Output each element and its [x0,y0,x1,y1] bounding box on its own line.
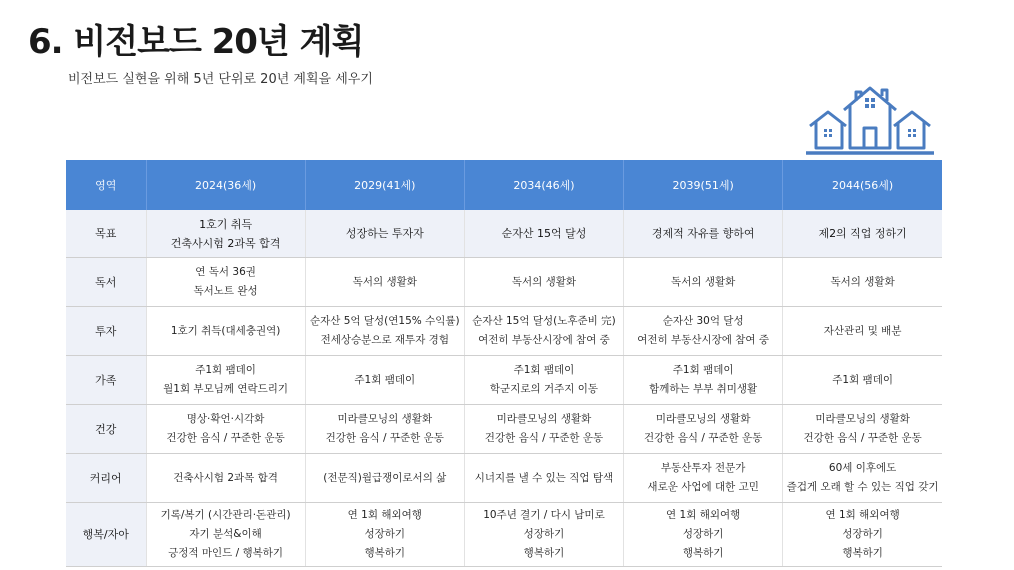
row-area-label: 독서 [66,258,146,307]
table-cell [783,405,942,454]
row-area-label: 가족 [66,356,146,405]
page-subtitle: 비전보드 실현을 위해 5년 단위로 20년 계획을 세우기 [68,72,373,87]
cell-line: 행복하기 [364,547,406,559]
table-cell [464,503,623,567]
cell-line: 자기 분석&이해 [189,528,262,540]
table-cell [624,356,783,405]
cell-line: 독서의 생활화 [511,275,577,288]
cell-line: 60세 이후에도 [828,462,897,474]
table-cell [783,307,942,356]
cell-line: 미라클모닝의 생활화 [815,413,910,425]
cell-line: 1호기 취득(대세충권역) [170,324,281,337]
cell-line: 순자산 5억 달성(연15% 수익률) [309,315,460,327]
table-row [66,210,942,258]
table-cell [624,210,783,258]
table-cell [783,356,942,405]
column-header: 2039(51세) [624,160,783,210]
table-cell [464,356,623,405]
table-row [66,454,942,503]
table-cell [464,210,623,258]
table-row [66,405,942,454]
cell-line: 건강한 음식 / 꾸준한 운동 [484,432,604,444]
column-header: 2044(56세) [783,160,942,210]
column-header: 2024(36세) [146,160,305,210]
cell-line: 독서의 생활화 [830,275,895,288]
cell-line: 부동산투자 전문가 [660,462,746,474]
table-body [66,210,942,567]
cell-line: 주1회 팸데이 [195,364,256,376]
cell-line: 성장하는 투자자 [345,227,424,240]
cell-line: 주1회 팸데이 [832,373,893,386]
cell-line: 행복하기 [682,547,724,559]
cell-line: 월1회 부모님께 연락드리기 [163,383,289,395]
cell-line: 1호기 취득 [199,217,253,231]
cell-line: 건강한 음식 / 꾸준한 운동 [325,432,444,444]
table-cell [146,454,305,503]
page-title: 6. 비전보드 20년 계획 [28,22,364,62]
column-header: 2034(46세) [464,160,623,210]
cell-line: 연 1회 해외여행 [347,509,422,521]
table-cell [783,503,942,567]
row-area-label: 커리어 [66,454,146,503]
table-row [66,356,942,405]
row-area-label: 투자 [66,307,146,356]
cell-line: 독서노트 완성 [193,285,258,297]
cell-line: 연 독서 36권 [195,266,256,278]
cell-line: 독서의 생활화 [352,275,417,288]
cell-line: (전문직)월급쟁이로서의 삶 [323,471,447,484]
cell-line: 함께하는 부부 취미생활 [649,383,758,395]
cell-line: 명상·확언·시각화 [186,413,265,425]
table-cell [624,258,783,307]
table-cell [305,258,464,307]
cell-line: 긍정적 마인드 / 행복하기 [168,547,284,559]
table-cell [305,405,464,454]
cell-line: 행복하기 [523,547,565,559]
cell-line: 연 1회 해외여행 [825,509,900,521]
table-header-row [66,160,942,210]
table-cell [464,405,623,454]
table-cell [146,503,305,567]
cell-line: 행복하기 [842,547,883,559]
row-area-label: 행복/자아 [66,503,146,567]
cell-line: 10주년 결기 / 다시 남미로 [483,509,605,521]
cell-line: 시너지를 낼 수 있는 직업 탐색 [474,471,614,484]
row-area-label: 목표 [66,210,146,258]
cell-line: 건강한 음식 / 꾸준한 운동 [166,432,285,444]
table-cell [305,307,464,356]
cell-line: 주1회 팸데이 [513,364,575,376]
table-cell [783,258,942,307]
table-cell [624,405,783,454]
table-row [66,307,942,356]
cell-line: 미라클모닝의 생활화 [337,413,433,425]
houses-icon [806,76,934,158]
row-area-label: 건강 [66,405,146,454]
column-header: 영역 [66,160,146,210]
cell-line: 연 1회 해외여행 [666,509,741,521]
table-cell [624,307,783,356]
table-cell [146,210,305,258]
cell-line: 독서의 생활화 [671,275,736,288]
cell-line: 즐겁게 오래 할 수 있는 직업 갖기 [786,481,939,493]
table-cell [464,258,623,307]
cell-line: 순자산 15억 달성(노후준비 完) [472,315,616,327]
table-cell [783,454,942,503]
table-cell [305,210,464,258]
table-cell [146,405,305,454]
cell-line: 성장하기 [842,528,883,540]
table-row [66,503,942,567]
table-cell [146,356,305,405]
table-row [66,258,942,307]
cell-line: 학군지로의 거주지 이동 [489,383,599,395]
cell-line: 미라클모닝의 생활화 [655,413,751,425]
cell-line: 성장하기 [364,528,406,540]
cell-line: 건강한 음식 / 꾸준한 운동 [803,432,922,444]
vision-plan-table [66,160,942,567]
cell-line: 미라클모닝의 생활화 [496,413,592,425]
cell-line: 성장하기 [523,528,565,540]
cell-line: 제2의 직업 정하기 [818,227,907,240]
table-cell [783,210,942,258]
table-cell [305,454,464,503]
table-cell [464,454,623,503]
cell-line: 건축사시험 2과목 합격 [170,236,281,250]
cell-line: 건강한 음식 / 꾸준한 운동 [643,432,763,444]
table-cell [146,258,305,307]
column-header: 2029(41세) [305,160,464,210]
cell-line: 새로운 사업에 대한 고민 [647,481,759,493]
cell-line: 성장하기 [682,528,724,540]
cell-line: 여전히 부동산시장에 참여 중 [637,334,770,346]
cell-line: 여전히 부동산시장에 참여 중 [478,334,610,346]
table-cell [305,356,464,405]
table-cell [464,307,623,356]
cell-line: 전세상승분으로 재투자 경험 [320,334,449,346]
cell-line: 기록/복기 (시간관리·돈관리) [160,509,291,521]
table-cell [624,454,783,503]
cell-line: 건축사시험 2과목 합격 [173,471,278,484]
table-cell [305,503,464,567]
cell-line: 주1회 팸데이 [354,373,416,386]
cell-line: 주1회 팸데이 [672,364,734,376]
cell-line: 경제적 자유를 향하여 [651,227,755,240]
cell-line: 순자산 30억 달성 [662,315,744,327]
table-cell [146,307,305,356]
cell-line: 자산관리 및 배분 [823,324,902,337]
table-cell [624,503,783,567]
cell-line: 순자산 15억 달성 [501,227,587,240]
